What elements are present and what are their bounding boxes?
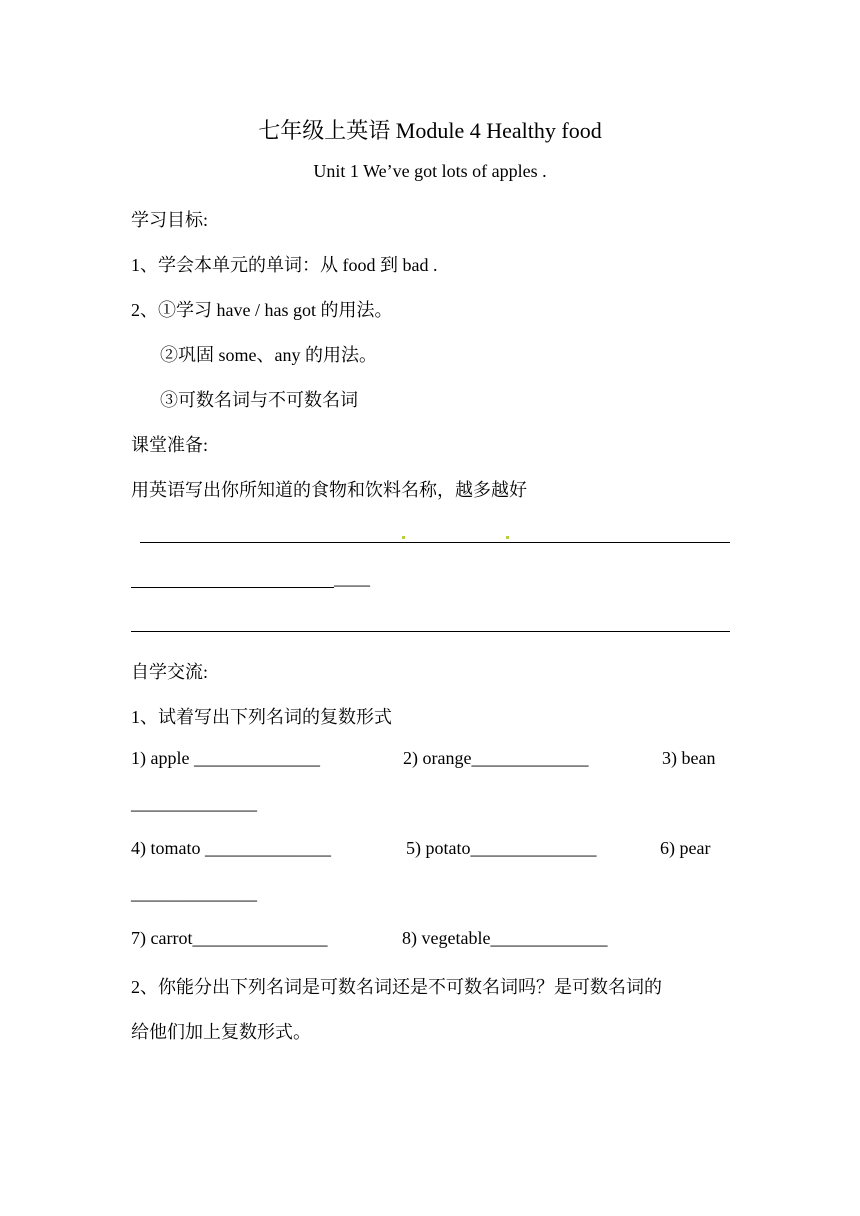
answer-line-2-tail: ____ [334,568,370,588]
prep-instruction: 用英语写出你所知道的食物和饮料名称，越多越好 [131,480,527,500]
item-pear: 6) pear [660,838,711,858]
answer-line-3[interactable] [131,631,730,632]
answer-line-1[interactable] [140,542,730,543]
item-carrot: 7) carrot_______________ [131,928,328,948]
page-title: 七年级上英语 Module 4 Healthy food [258,118,602,143]
answer-line-2a[interactable] [131,587,334,588]
item-tomato: 4) tomato ______________ [131,838,331,858]
item-apple: 1) apple ______________ [131,748,320,768]
prep-heading: 课堂准备: [131,435,209,455]
item-bean: 3) bean [662,748,716,768]
goal-2c: ③可数名词与不可数名词 [160,390,358,410]
goal-2b: ②巩固 some、any 的用法。 [160,345,377,365]
unit-subtitle: Unit 1 We’ve got lots of apples . [313,161,547,181]
marker-dot [506,536,509,539]
goals-heading: 学习目标: [131,210,209,230]
item-vegetable: 8) vegetable_____________ [402,928,608,948]
task-2-line-1: 2、你能分出下列名词是可数名词还是不可数名词吗？是可数名词的 [131,977,662,997]
goal-2: 2、①学习 have / has got 的用法。 [131,300,393,320]
goal-1: 1、学会本单元的单词：从 food 到 bad . [131,255,438,275]
item-bean-blank: ______________ [131,793,257,813]
task-1: 1、试着写出下列名词的复数形式 [131,707,392,727]
item-potato: 5) potato______________ [406,838,597,858]
task-2-line-2: 给他们加上复数形式。 [131,1022,311,1042]
item-pear-blank: ______________ [131,883,257,903]
item-orange: 2) orange_____________ [403,748,589,768]
self-heading: 自学交流: [131,662,209,682]
marker-dot [402,536,405,539]
